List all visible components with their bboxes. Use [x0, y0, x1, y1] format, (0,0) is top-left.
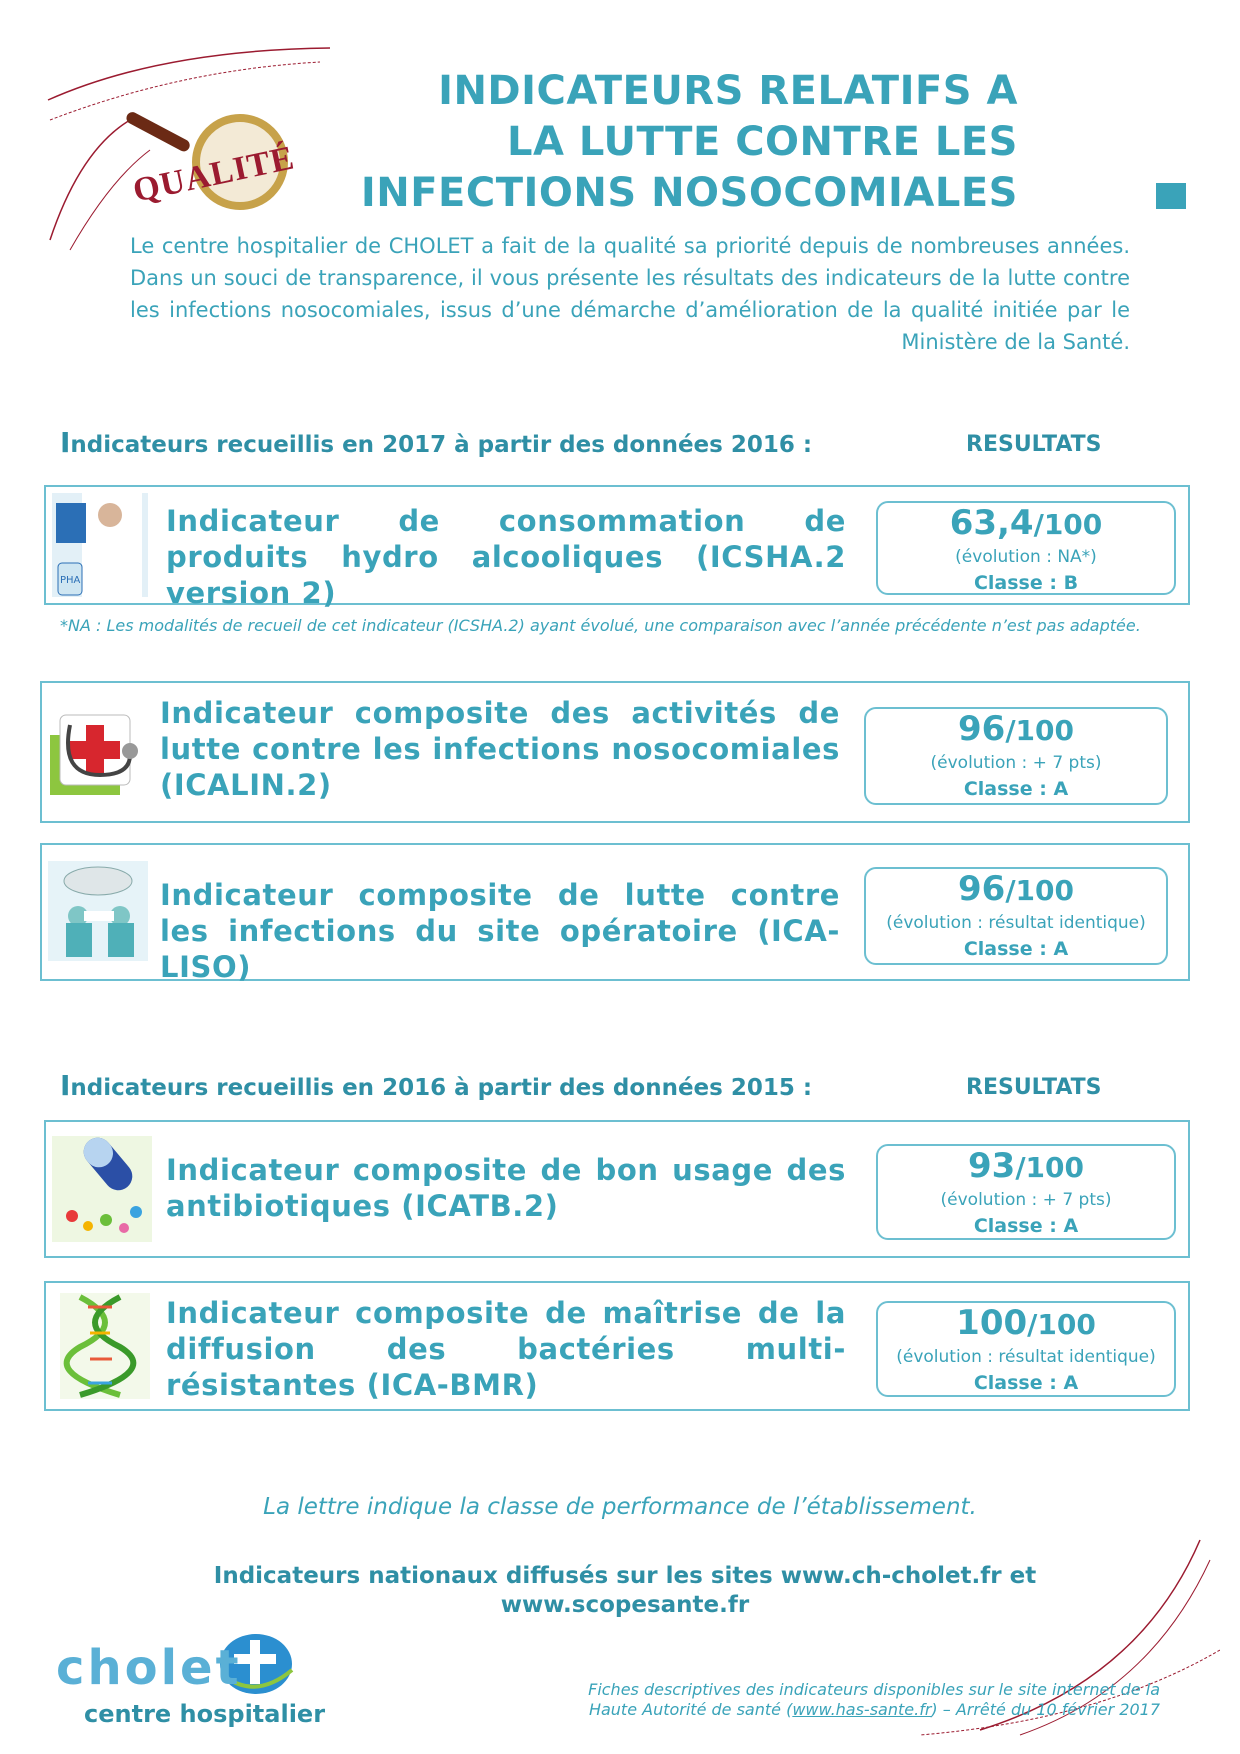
intro-paragraph: Le centre hospitalier de CHOLET a fait de la qualité sa priorité depuis de nombreuses années. Dans un souci de transparence, il vous présente les résultats des indicateurs de la lutte contre les infections nosocomiales, issus d’une démarche d’amélioration de la qualité initiée par le Ministère de la Santé.: [130, 234, 1130, 354]
score-ica-bmr: 100/100: [956, 1303, 1096, 1343]
evolution-icsha: (évolution : NA*): [955, 547, 1097, 567]
classe-ica-bmr: Classe : A: [973, 1372, 1079, 1394]
medical-cross-stethoscope-icon: [50, 705, 146, 801]
evolution-icalin: (évolution : + 7 pts): [930, 753, 1102, 773]
classe-icatb: Classe : A: [973, 1215, 1079, 1237]
classe-ica-liso: Classe : A: [963, 938, 1069, 960]
indicator-card-icalin: [40, 681, 1190, 823]
evolution-ica-liso: (évolution : résultat identique): [886, 913, 1146, 933]
operating-room-icon: [48, 861, 148, 961]
cholet-logo-sub: centre hospitalier: [84, 1700, 326, 1728]
indicator-text-icalin: Indicateur composite des activités de lutte contre les infections nosocomiales (ICALIN.2): [160, 696, 840, 802]
score-ica-liso: 96/100: [957, 869, 1074, 909]
title-line-1: INDICATEURS RELATIFS A: [438, 68, 1018, 114]
fiches-text: Fiches descriptives des indicateurs disponibles sur le site internet de la Haute Autorité de santé (www.has-sante.fr) – Arrêté du 10 février 2017: [588, 1680, 1160, 1719]
cholet-logo-word: cholet: [56, 1640, 242, 1696]
dna-helix-icon: [60, 1293, 150, 1399]
title-line-3: INFECTIONS NOSOCOMIALES: [360, 170, 1018, 216]
result-box-ica-liso: [864, 867, 1168, 965]
score-icsha: 63,4/100: [949, 503, 1103, 543]
section-1-results-label: RESULTATS: [966, 432, 1102, 457]
title-square-marker: [1156, 183, 1186, 209]
pha-label: PHA: [60, 575, 81, 586]
indicator-card-icatb: [44, 1120, 1190, 1258]
result-box-ica-bmr: [876, 1301, 1176, 1397]
classe-icalin: Classe : A: [963, 778, 1069, 800]
indicator-text-icatb: Indicateur composite de bon usage des antibiotiques (ICATB.2): [166, 1153, 846, 1223]
result-box-icatb: [876, 1144, 1176, 1240]
pills-capsule-icon: [52, 1136, 152, 1242]
classe-icsha: Classe : B: [973, 572, 1079, 594]
evolution-icatb: (évolution : + 7 pts): [940, 1190, 1112, 1210]
indicator-text-ica-bmr: Indicateur composite de maîtrise de la diffusion des bactéries multi-résistantes (ICA-BMR): [166, 1296, 846, 1402]
has-sante-link[interactable]: www.has-sante.fr: [792, 1700, 932, 1719]
score-icatb: 93/100: [967, 1146, 1084, 1186]
result-box-icsha: [876, 501, 1176, 595]
indicator-card-icsha: [44, 485, 1190, 610]
indicator-card-ica-bmr: [44, 1281, 1190, 1411]
section-2-results-label: RESULTATS: [966, 1075, 1102, 1100]
sites-text: Indicateurs nationaux diffusés sur les sites www.ch-cholet.fr et www.scopesante.fr: [213, 1563, 1037, 1618]
evolution-ica-bmr: (évolution : résultat identique): [896, 1347, 1156, 1367]
score-icalin: 96/100: [957, 709, 1074, 749]
result-box-icalin: [864, 707, 1168, 805]
title-line-2: LA LUTTE CONTRE LES: [507, 119, 1018, 165]
section-1-heading: Indicateurs recueillis en 2017 à partir des données 2016 :: [60, 426, 813, 459]
na-footnote: *NA : Les modalités de recueil de cet indicateur (ICSHA.2) ayant évolué, une comparaison avec l’année précédente n’est pas adaptée.: [60, 616, 1141, 635]
indicator-card-ica-liso: [40, 843, 1190, 984]
page-title: [361, 66, 1018, 219]
indicator-text-ica-liso: Indicateur composite de lutte contre les infections du site opératoire (ICA-LISO): [160, 878, 840, 984]
qualite-logo: [120, 100, 300, 230]
qualite-logo-text: QUALITÉ: [129, 139, 298, 210]
section-2-heading: Indicateurs recueillis en 2016 à partir des données 2015 :: [60, 1069, 813, 1102]
indicator-text-icsha: Indicateur de consommation de produits hydro alcooliques (ICSHA.2 version 2): [166, 504, 846, 610]
class-legend: La lettre indique la classe de performance de l’établissement.: [263, 1494, 977, 1520]
